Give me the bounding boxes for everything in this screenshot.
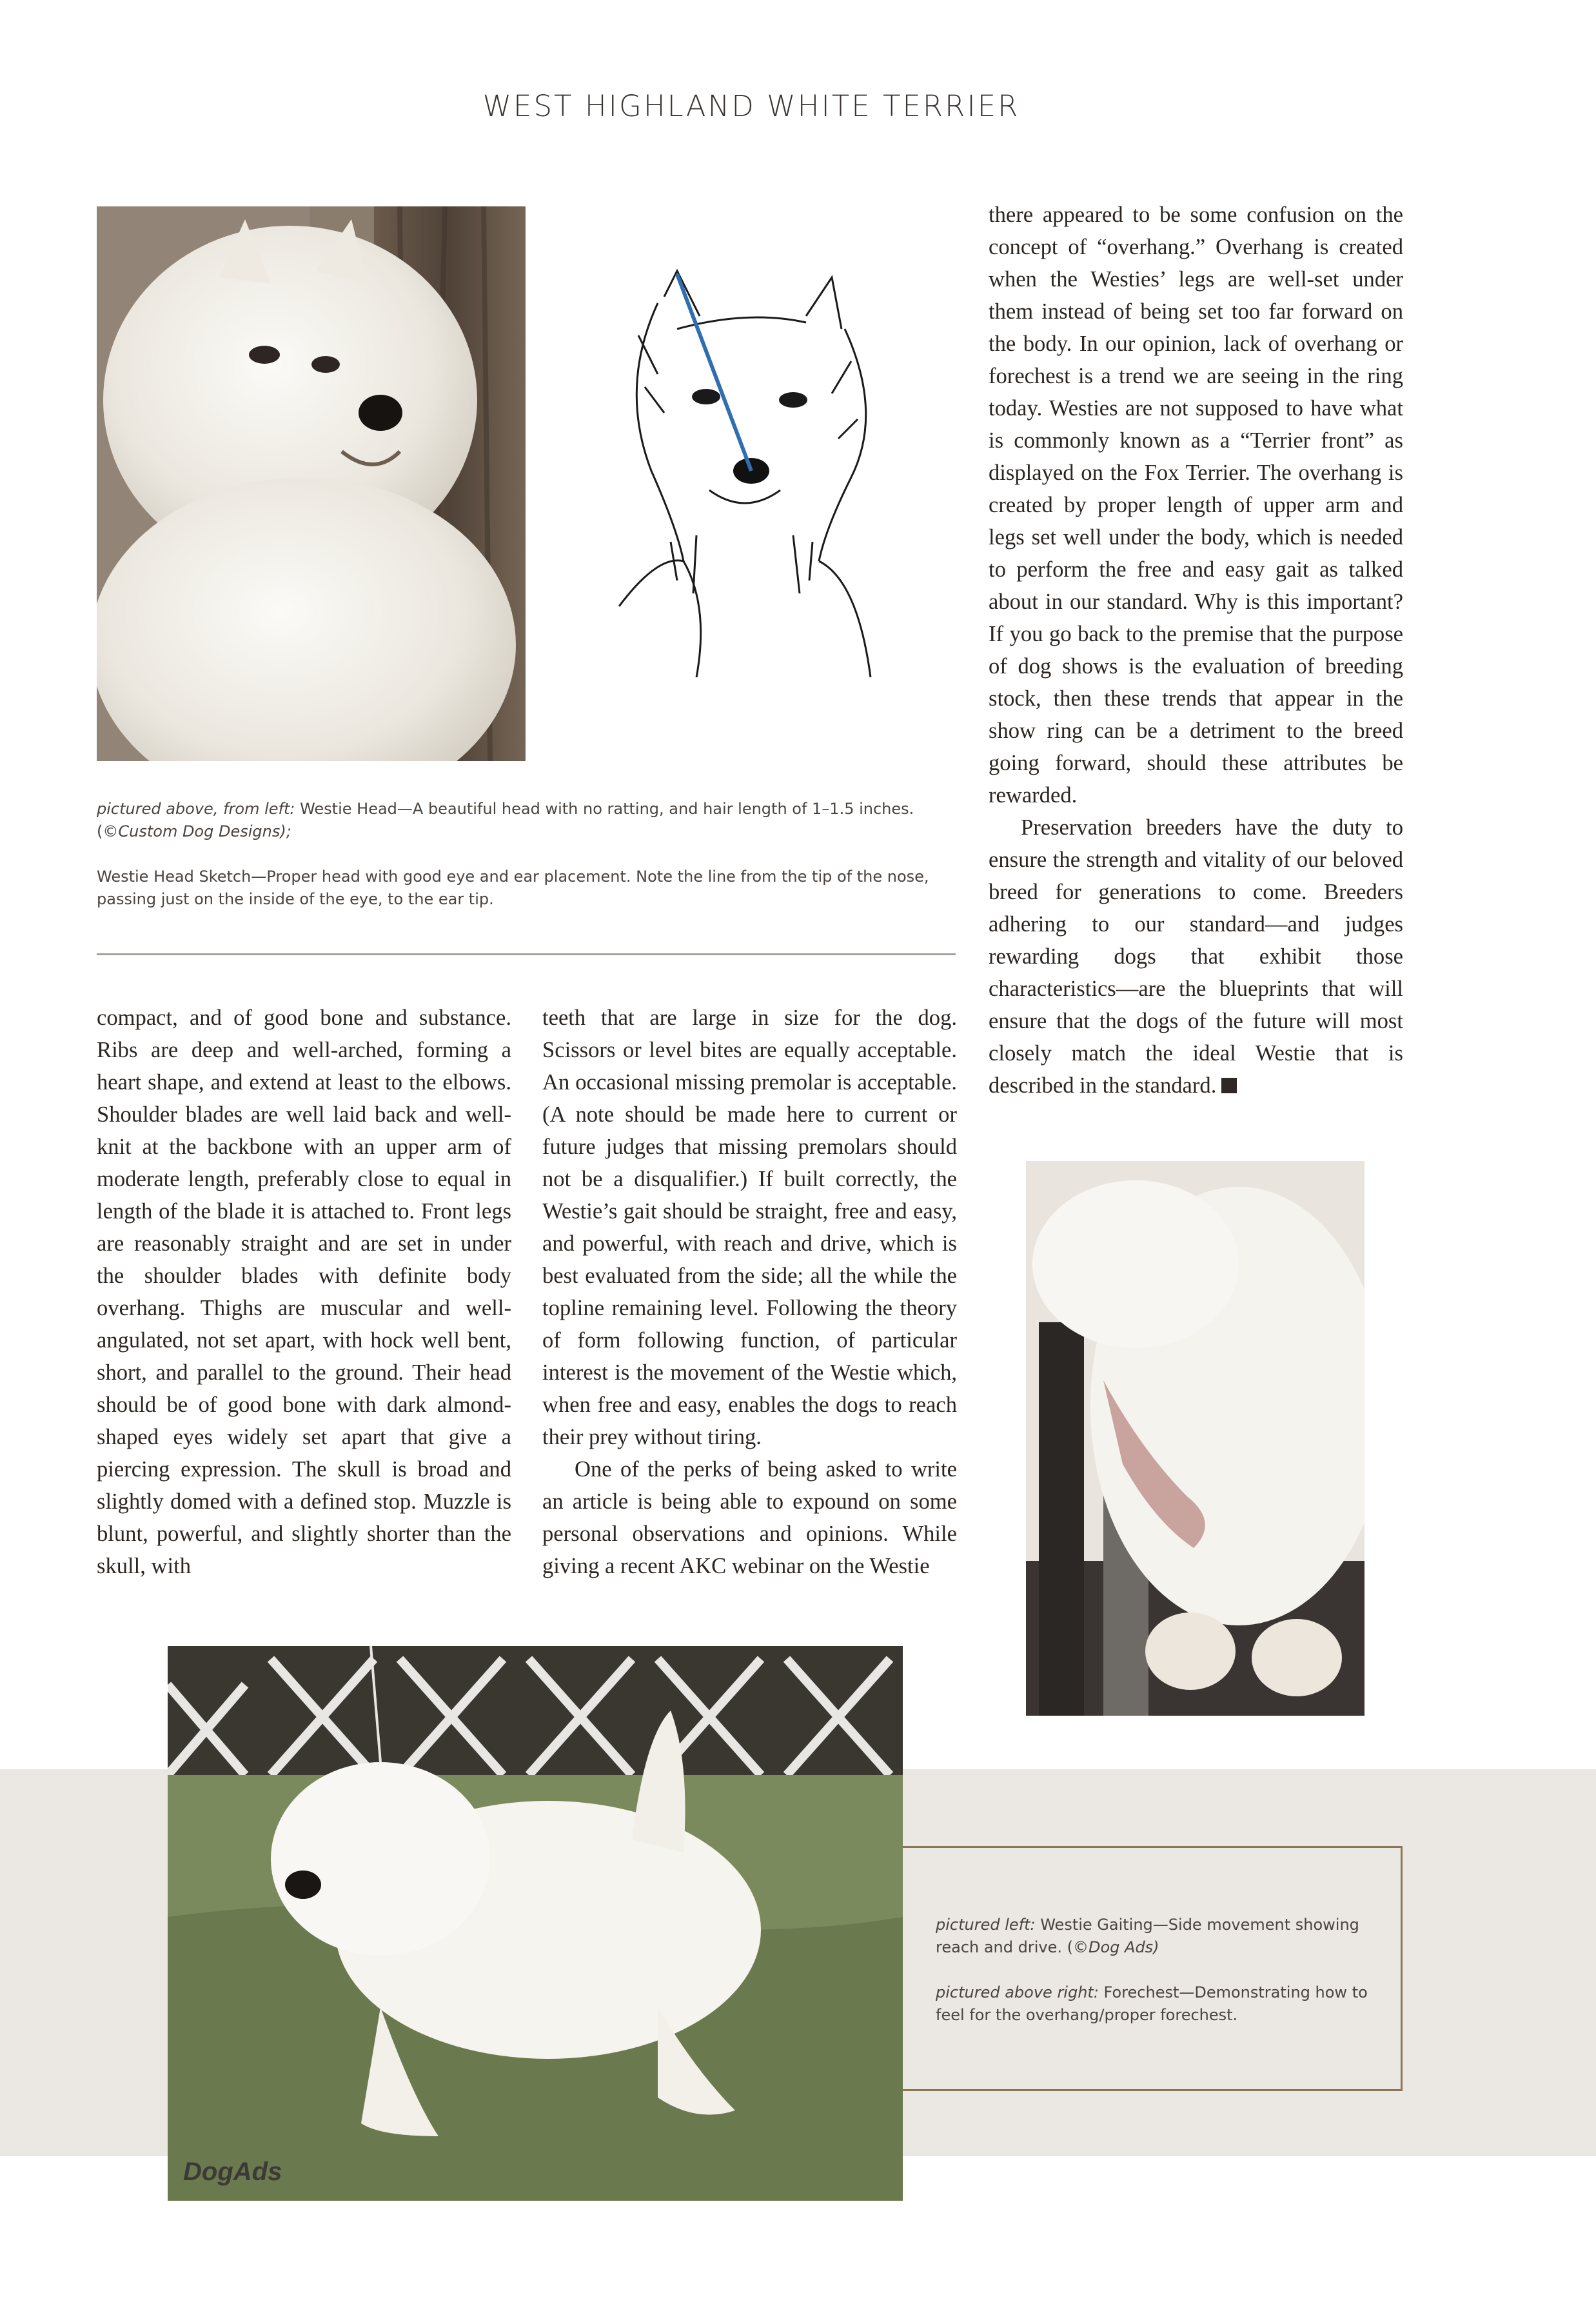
- article-paragraph: One of the perks of being asked to write an article is being able to expound on some personal observations and opinions. While giving a recent AKC webinar on the Westie: [542, 1457, 957, 1578]
- dogads-watermark: DogAds: [183, 2158, 282, 2186]
- article-paragraph: teeth that are large in size for the dog. Scissors or level bites are equally acceptable. An occasional missing premolar is acceptable. (A note should be made here to current or future judges that missing premolars should not be a disqualifier.) If built correctly, the Westie’s gait should be straight, free and easy, and powerful, with reach and drive, which is best evaluated from the side; all the while the topline remaining level. Following the theory of form following function, of particular interest is the movement of the Westie which, when free and easy, enables the dogs to reach their prey without tiring.: [542, 1006, 957, 1449]
- caption-credit: ©Custom Dog Designs);: [103, 822, 291, 840]
- section-divider: [97, 953, 956, 955]
- caption-lead: pictured above right:: [936, 1983, 1099, 2001]
- article-column-1: [97, 1002, 511, 1582]
- article-column-3: [989, 199, 1403, 1102]
- caption-text: Westie Gaiting—Side movement showing reach and drive. (: [936, 1916, 1359, 1956]
- westie-head-sketch: [580, 258, 916, 684]
- forechest-photo: [1026, 1161, 1364, 1716]
- bottom-photo-caption: [936, 1914, 1374, 2027]
- article-paragraph: there appeared to be some confusion on the concept of “overhang.” Overhang is created when the Westies’ legs are well-set under them instead of being set too far forward on the body. In our opinion, lack of overhang or forechest is a trend we are seeing in the ring today. Westies are not supposed to have what is commonly known as a “Terrier front” as displayed on the Fox Terrier. The overhang is created by proper length of upper arm and legs set well under the body, which is needed to perform the free and easy gait as talked about in our standard. Why is this important? If you go back to the premise that the purpose of dog shows is the evaluation of breeding stock, then these trends that appear in the show ring can be a detriment to the breed going forward, should these attributes be rewarded.: [989, 203, 1403, 808]
- article-paragraph: compact, and of good bone and substance. Ribs are deep and well-arched, forming a heart shape, and extend at least to the elbows. Shoulder blades are well laid back and well-knit at the backbone with an upper arm of moderate length, preferably close to equal in length of the blade it is attached to. Front legs are reasonably straight and are set in under the shoulder blades with definite body overhang. Thighs are muscular and well-angulated, not set apart, with hock well bent, short, and parallel to the ground. Their head should be of good bone with dark almond-shaped eyes widely set apart that give a piercing expression. The skull is broad and slightly domed with a defined stop. Muzzle is blunt, powerful, and slightly shorter than the skull, with: [97, 1006, 511, 1578]
- top-photo-caption: [97, 798, 948, 911]
- caption-lead: pictured left:: [936, 1916, 1036, 1934]
- westie-head-photo: [97, 206, 526, 761]
- westie-gaiting-photo: [168, 1646, 903, 2201]
- caption-sketch-text: Westie Head Sketch—Proper head with good eye and ear placement. Note the line from the tip of the nose, passing just on the inside of the eye, to the ear tip.: [97, 868, 929, 908]
- page-title: WEST HIGHLAND WHITE TERRIER: [482, 89, 1020, 123]
- caption-text: Westie Head—A beautiful head with no ratting, and hair length of 1–1.5 inches. (: [97, 800, 914, 840]
- caption-credit: ©Dog Ads): [1073, 1938, 1159, 1956]
- end-of-article-mark: [1221, 1078, 1237, 1093]
- caption-lead: pictured above, from left:: [97, 800, 295, 818]
- caption-text: Forechest—Demonstrating how to feel for the overhang/proper forechest.: [936, 1983, 1368, 2024]
- article-column-2: [542, 1002, 957, 1582]
- article-paragraph: Preservation breeders have the duty to ensure the strength and vitality of our beloved breed for generations to come. Breeders adhering to our standard—and judges rewarding dogs that exhibit those characteristics—are the blueprints that will ensure that the dogs of the future will most closely match the ideal Westie that is described in the standard.: [989, 815, 1403, 1098]
